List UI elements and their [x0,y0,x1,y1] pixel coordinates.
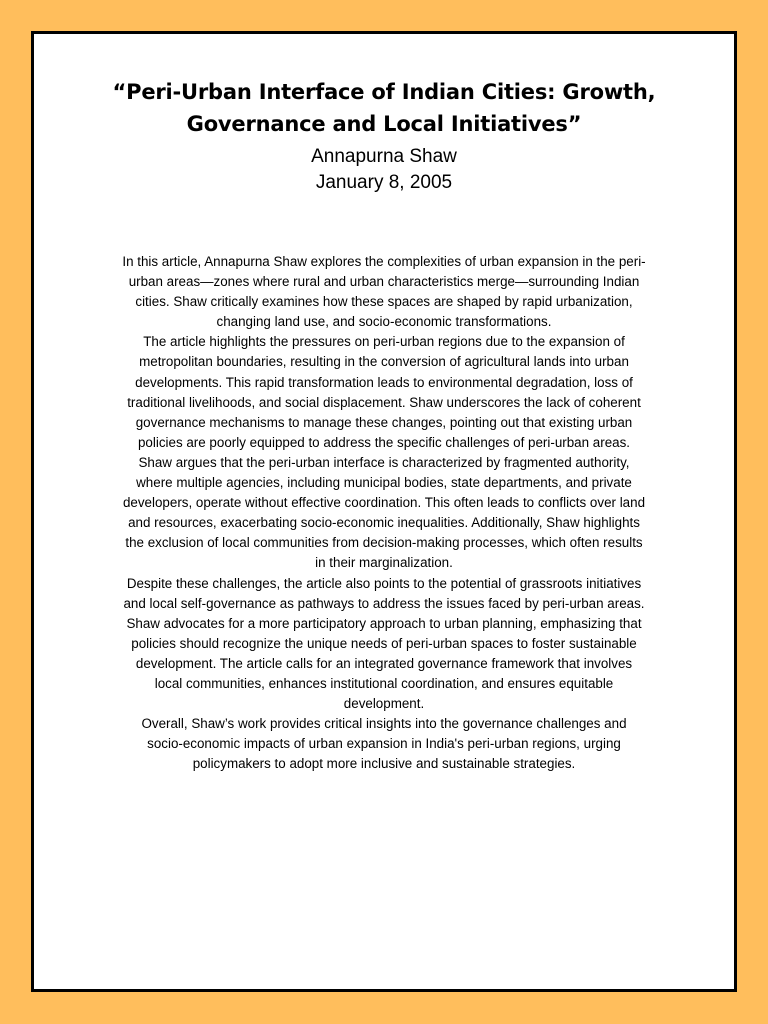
paragraph-3: Shaw argues that the peri-urban interface is characterized by fragmented authority, where multiple agencies, including municipal bodies, state departments, and private developers, operate without effective coordination. This often leads to conflicts over land and resources, exacerbating socio-economic inequalities. Additionally, Shaw highlights the exclusion of local communities from decision-making processes, which often results in their marginalization. [122,454,646,571]
paragraph-1: In this article, Annapurna Shaw explores the complexities of urban expansion in the peri-urban areas—zones where rural and urban characteristics merge—surrounding Indian cities. Shaw critically examines how these spaces are shaped by rapid urbanization, changing land use, and socio-economic transformations. [122,254,646,330]
document-title [34,76,734,140]
title-line-1: “Peri-Urban Interface of Indian Cities: Growth, [112,80,656,104]
author-name: Annapurna Shaw [311,146,457,167]
title-line-2: Governance and Local Initiatives” [186,112,582,136]
publication-date: January 8, 2005 [315,172,453,193]
paragraph-5: Overall, Shaw’s work provides critical insights into the governance challenges and socio-economic impacts of urban expansion in India's peri-urban regions, urging policymakers to adopt more inclusive and sustainable strategies. [141,716,627,772]
paragraph-2: The article highlights the pressures on peri-urban regions due to the expansion of metropolitan boundaries, resulting in the conversion of agricultural lands into urban developments. This rapid transformation leads to environmental degradation, loss of traditional livelihoods, and social displacement. Shaw underscores the lack of coherent governance mechanisms to manage these changes, pointing out that existing urban policies are poorly equipped to address the specific challenges of peri-urban areas. [127,334,641,450]
article-body [122,252,646,774]
paragraph-4: Despite these challenges, the article also points to the potential of grassroots initiatives and local self-governance as pathways to address the issues faced by peri-urban areas. Shaw advocates for a more participatory approach to urban planning, emphasizing that policies should recognize the unique needs of peri-urban spaces to foster sustainable development. The article calls for an integrated governance framework that involves local communities, enhances institutional coordination, and ensures equitable development. [123,575,645,712]
document-card [31,31,737,992]
